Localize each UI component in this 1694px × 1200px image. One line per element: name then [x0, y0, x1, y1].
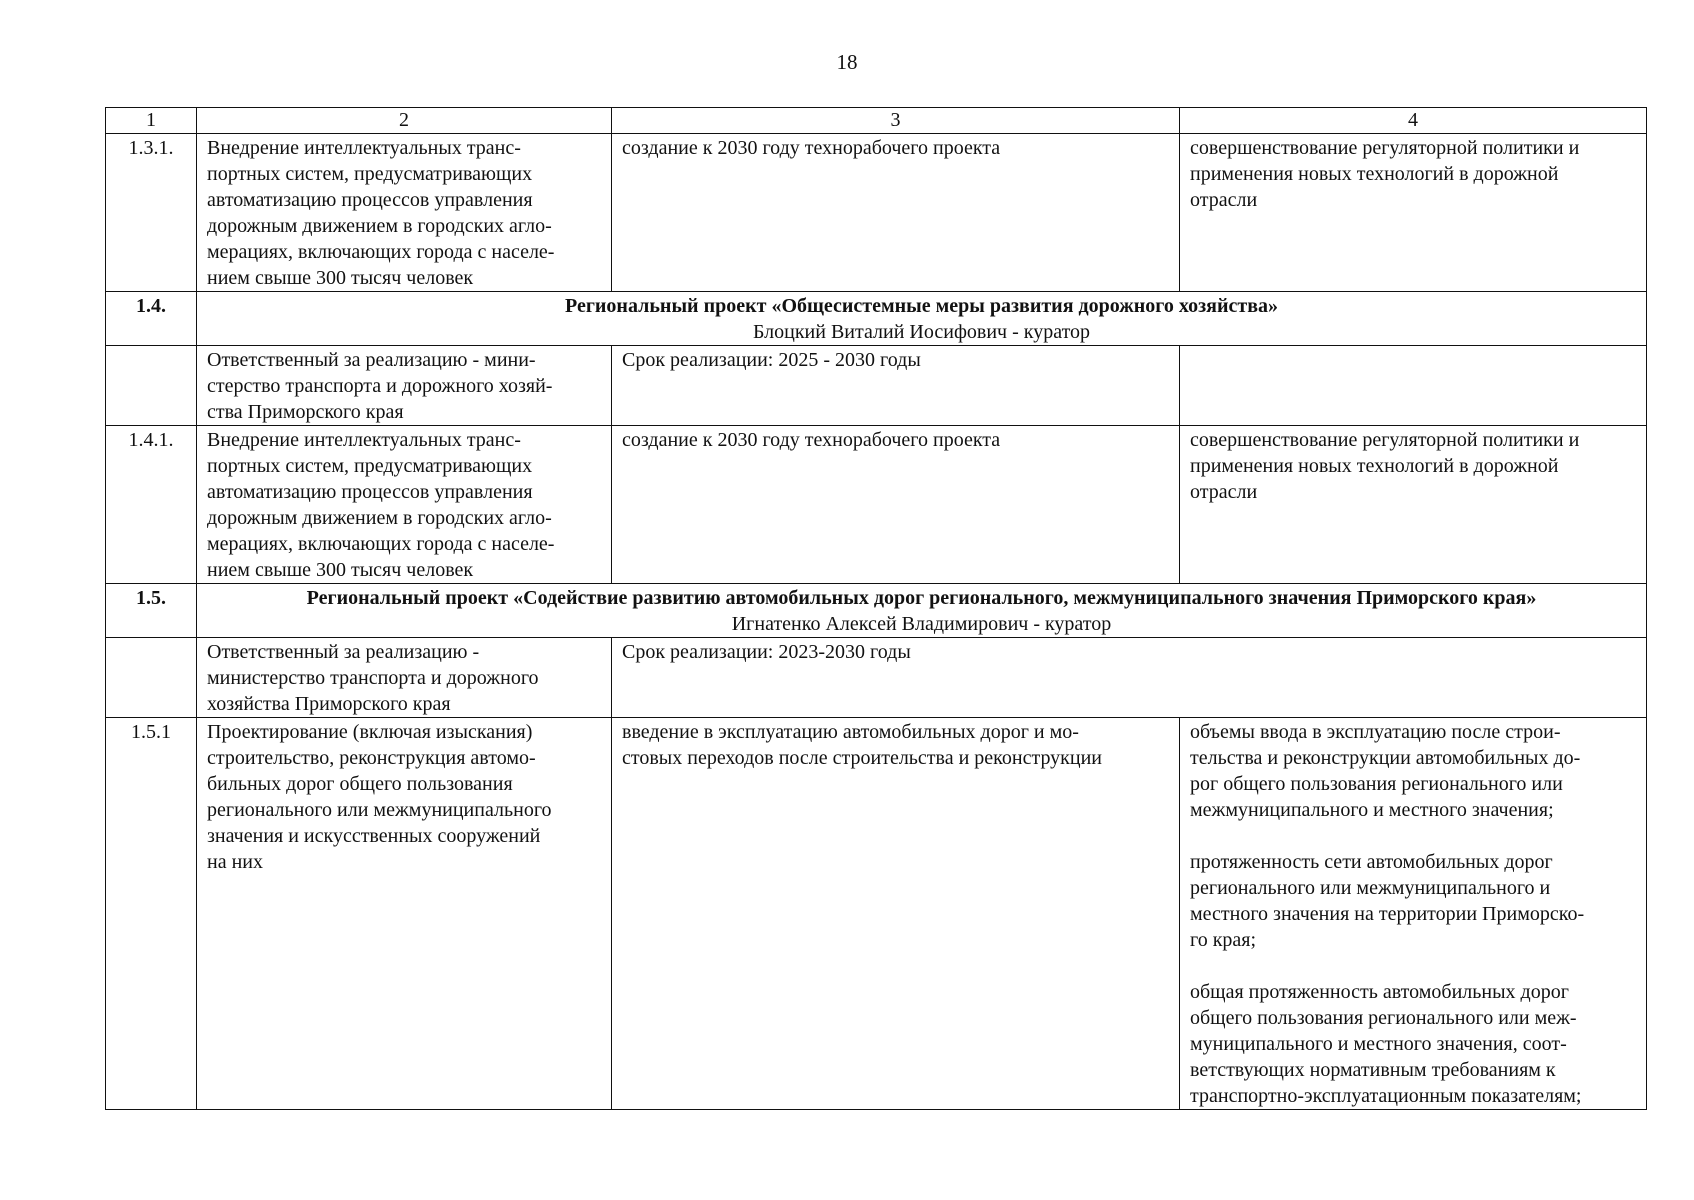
- section-row: [106, 584, 1647, 638]
- measure-cell: [197, 426, 612, 584]
- indicator-cell: [1180, 426, 1647, 584]
- indicator-text: объемы ввода в эксплуатацию после строи- тельства и реконструкции автомобильных до- рог общего пользования регионального или межмуниципального и местного значения;: [1190, 721, 1581, 821]
- result-cell: [612, 426, 1180, 584]
- section-cell: [197, 584, 1647, 638]
- section-title: Региональный проект «Общесистемные меры развития дорожного хозяйства»: [564, 295, 1278, 317]
- measure-text: Внедрение интеллектуальных транс- портных систем, предусматривающих автоматизацию процессов управления дорожным движением в городских агло- мерациях, включающих города с населе- нием свыше 300 тысяч человек: [207, 137, 555, 289]
- measure-text: Внедрение интеллектуальных транс- портных систем, предусматривающих автоматизацию процессов управления дорожным движением в городских агло- мерациях, включающих города с населе- нием свыше 300 тысяч человек: [207, 429, 555, 581]
- table-row: [106, 426, 1647, 584]
- result-cell: [612, 134, 1180, 292]
- program-table: [105, 107, 1647, 1110]
- indicator-text: общая протяженность автомобильных дорог общего пользования регионального или меж- муниципального и местного значения, соот- ветствующих нормативным требованиям к транспортно-эксплуатационным показателям;: [1190, 981, 1582, 1107]
- term-cell: [612, 638, 1647, 718]
- responsible-text: Ответственный за реализацию - министерство транспорта и дорожного хозяйства Приморского края: [207, 641, 539, 715]
- section-row: [106, 292, 1647, 346]
- table-header-row: [106, 108, 1647, 134]
- indicator-text: совершенствование регуляторной политики и применения новых технологий в дорожной отрасли: [1190, 137, 1580, 211]
- section-number: 1.4.: [106, 292, 197, 346]
- column-number-1: 1: [106, 108, 197, 134]
- result-cell: [612, 718, 1180, 1110]
- column-number-3: 3: [612, 108, 1180, 134]
- result-text: создание к 2030 году технорабочего проекта: [622, 429, 1001, 451]
- table-row: [106, 346, 1647, 426]
- section-title: Региональный проект «Содействие развитию автомобильных дорог регионального, межмуниципального значения Приморского края»: [306, 587, 1537, 609]
- responsible-cell: [197, 346, 612, 426]
- responsible-cell: [197, 638, 612, 718]
- empty-cell: [1180, 346, 1647, 426]
- row-number-empty: [106, 638, 197, 718]
- result-text: создание к 2030 году технорабочего проекта: [622, 137, 1001, 159]
- column-number-2: 2: [197, 108, 612, 134]
- measure-text: Проектирование (включая изыскания) строительство, реконструкция автомо- бильных дорог общего пользования регионального или межмуниципального значения и искусственных сооружений на них: [207, 721, 552, 873]
- term-text: Срок реализации: 2025 - 2030 годы: [622, 349, 921, 371]
- section-number: 1.5.: [106, 584, 197, 638]
- measure-cell: [197, 134, 612, 292]
- row-number: 1.4.1.: [106, 426, 197, 584]
- responsible-text: Ответственный за реализацию - мини- стерство транспорта и дорожного хозяй- ства Приморского края: [207, 349, 553, 423]
- indicator-cell: [1180, 134, 1647, 292]
- table-row: [106, 718, 1647, 1110]
- column-number-4: 4: [1180, 108, 1647, 134]
- row-number-empty: [106, 346, 197, 426]
- row-number: 1.5.1: [106, 718, 197, 1110]
- table-row: [106, 134, 1647, 292]
- section-curator: Игнатенко Алексей Владимирович - куратор: [731, 613, 1112, 635]
- page-number: 18: [836, 50, 858, 74]
- result-text: введение в эксплуатацию автомобильных дорог и мо- стовых переходов после строительства и реконструкции: [622, 721, 1103, 769]
- section-curator: Блоцкий Виталий Иосифович - куратор: [752, 321, 1091, 343]
- measure-cell: [197, 718, 612, 1110]
- section-cell: [197, 292, 1647, 346]
- table-row: [106, 638, 1647, 718]
- indicator-cell: [1180, 718, 1647, 1110]
- term-cell: [612, 346, 1180, 426]
- indicator-text: протяженность сети автомобильных дорог регионального или межмуниципального и местного значения на территории Приморско- го края;: [1190, 851, 1585, 951]
- indicator-text: совершенствование регуляторной политики и применения новых технологий в дорожной отрасли: [1190, 429, 1580, 503]
- term-text: Срок реализации: 2023-2030 годы: [622, 641, 911, 663]
- row-number: 1.3.1.: [106, 134, 197, 292]
